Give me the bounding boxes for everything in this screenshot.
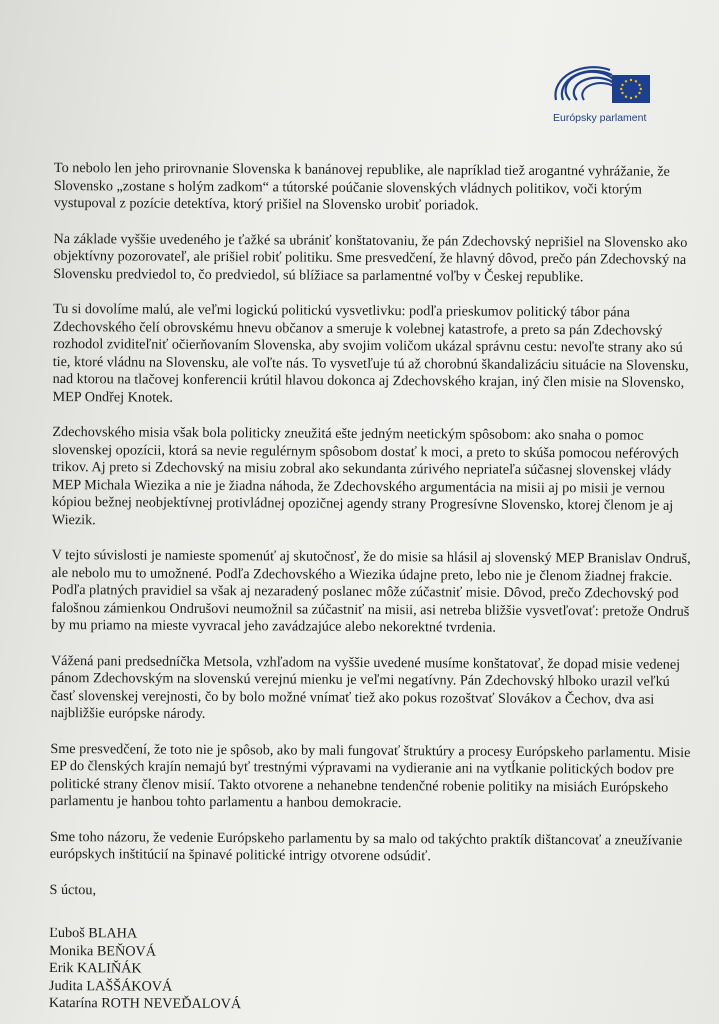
letter-body [49,160,694,1016]
signatory-list [49,925,690,1016]
paragraph-2: Na základe vyššie uvedeného je ťažké sa ubrániť konštatovaniu, že pán Zdechovský neprišiel na Slovensko ako objektívny pozorovateľ, ale prišiel robiť politiku. Sme presvedčení, že hlavný dôvod, prečo pán Zdechovský na Slovensku predviedol to, čo predviedol, sú blížiace sa parlamentné voľby v Českej republike. [53,230,688,285]
paragraph-6: Vážená pani predsedníčka Metsola, vzhľadom na vyššie uvedené musíme konštatovať, že dopad misie vedenej pánom Zdechovským na slovenskú verejnú mienku je veľmi negatívny. Pán Zdechovský hlboko urazil veľkú časť slovenskej verejnosti, čo by bolo možné vnímať tiež ako pokus rozoštvať Slovákov a Čechov, dva asi najbližšie európske národy. [50,652,681,722]
closing-salutation: S úctou, [49,881,97,898]
institution-name: Európsky parlament [553,112,647,124]
signatory-name: Monika BEŇOVÁ [49,942,157,960]
signatory-name: Erik KALIŇÁK [49,959,142,977]
signatory-name: Ľuboš BLAHA [49,924,138,942]
signatory-name: Judita LAŠŠÁKOVÁ [48,977,173,995]
paragraph-4: Zdechovského misia však bola politicky zneužitá ešte jedným neetickým spôsobom: ako snaha o pomoc slovenskej opozícii, ktorá sa nevie regulérnym spôsobom dostať k moci, a preto to skúša pomocou neférových trikov. Aj preto si Zdechovský na misiu zobral ako sekundanta zúrivého nepriateľa súčasnej slovenskej vlády MEP Michala Wiezika a nie je žiadna náhoda, že Zdechovského argumentácia na misii aj po misii je vernou kópiou bežnej neobjektívnej protivládnej opozičnej agendy strany Progresívne Slovensko, ktorej členom je aj Wiezik. [51,423,679,528]
paragraph-1: To nebolo len jeho prirovnanie Slovenska k banánovej republike, ale napríklad tiež arogantné vyhrážanie, že Slovensko „zostane s holým zadkom“ a tútorské poúčanie slovenských vládnych politikov, voči ktorým vystupoval z pozície detektíva, ktorý prišiel na Slovensko urobiť poriadok. [53,160,670,214]
paragraph-3: Tu si dovolíme malú, ale veľmi logickú politickú vysvetlivku: podľa prieskumov politický tábor pána Zdechovského čelí obrovskému hnevu občanov a smeruje k volebnej katastrofe, a preto sa pán Zdechovský rozhodol zviditeľniť očierňovaním Slovenska, aby svojim voličom ukázal správnu cestu: nevoľte strany ako sú tie, ktoré vládnu na Slovensku, ale voľte nás. To vysvetľuje tú až chorobnú škandalizáciu situácie na Slovensku, nad ktorou na tlačovej konferencii krútil hlavou dokonca aj Zdechovského krajan, iný člen misie na Slovensko, MEP Ondřej Knotek. [52,300,689,406]
paragraph-5: V tejto súvislosti je namieste spomenúť aj skutočnosť, že do misie sa hlásil aj slovenský MEP Branislav Ondruš, ale nebolo mu to umožnené. Podľa Zdechovského a Wiezika údajne preto, lebo nie je členom žiadnej frakcie. Podľa platných pravidiel sa však aj nezaradený poslanec môže zúčastniť misie. Dôvod, prečo Zdechovský pod falošnou zámienkou Ondrušovi neumožnil sa zúčastniť na misii, asi netreba bližšie vysvetľovať: pretože Ondruš by mu priamo na mieste vyvracal jeho zavádzajúce alebo nekorektné tvrdenia. [51,546,691,636]
signatory-name: Katarína ROTH NEVEĎALOVÁ [48,994,242,1013]
paragraph-7: Sme presvedčení, že toto nie je spôsob, ako by mali fungovať štruktúry a procesy Európskeho parlamentu. Misie EP do členských krajín nemajú byť trestnými výpravami na vydieranie ani na vytĺkanie politických bodov pre politické strany členov misií. Takto otvorene a nehanebne tendenčné robenie politiky na misiách Európskeho parlamentu je hanbou tohto parlamentu a hanbou demokracie. [50,740,691,812]
paragraph-8: Sme toho názoru, že vedenie Európskeho parlamentu by sa malo od takýchto praktík dištancovať a zneužívanie európskych inštitúcií na špinavé politické intrigy otvorene odsúdiť. [49,828,683,865]
